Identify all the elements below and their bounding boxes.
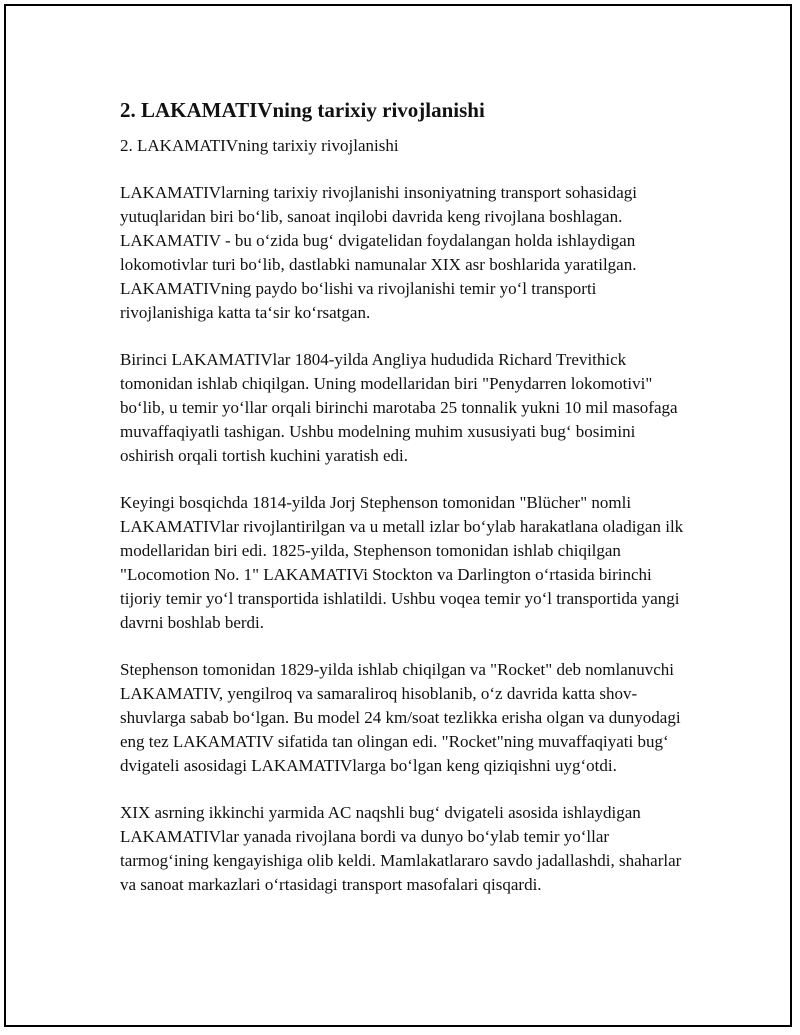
paragraph-rocket: Stephenson tomonidan 1829-yilda ishlab chiqilgan va "Rocket" deb nomlanuvchi LAKAMATIV, yengilroq va samaraliroq hisoblanib, o‘z davrida katta shov-shuvlarga sabab bo‘lgan. Bu model 24 km/soat tezlikka erisha olgan va dunyodagi eng tez LAKAMATIV sifatida tan olingan edi. "Rocket"ning muvaffaqiyati bug‘ dvigateli asosidagi LAKAMATIVlarga bo‘lgan keng qiziqishni uyg‘otdi. <box>120 660 681 775</box>
paragraph-nineteenth-century: XIX asrning ikkinchi yarmida AC naqshli bug‘ dvigateli asosida ishlaydigan LAKAMATIVlar yanada rivojlana bordi va dunyo bo‘ylab temir yo‘llar tarmog‘ining kengayishiga olib keldi. Mamlakatlararo savdo jadallashdi, shaharlar va sanoat markazlari o‘rtasidagi transport masofalari qisqardi. <box>120 803 682 894</box>
paragraph-blucher: Keyingi bosqichda 1814-yilda Jorj Stephenson tomonidan "Blücher" nomli LAKAMATIVlar rivojlantirilgan va u metall izlar bo‘ylab harakatlana oladigan ilk modellaridan biri edi. 1825-yilda, Stephenson tomonidan ishlab chiqilgan "Locomotion No. 1" LAKAMATIVi Stockton va Darlington o‘rtasida birinchi tijoriy temir yo‘l transportida ishlatildi. Ushbu voqea temir yo‘l transportida yangi davrni boshlab berdi. <box>120 493 684 632</box>
paragraph-trevithick: Birinci LAKAMATIVlar 1804-yilda Angliya hududida Richard Trevithick tomonidan ishlab chiqilgan. Uning modellaridan biri "Penydarren lokomotivi" bo‘lib, u temir yo‘llar orqali birinchi marotaba 25 tonnalik yukni 10 mil masofaga muvaffaqiyatli tashigan. Ushbu modelning muhim xususiyati bug‘ bosimini oshirish orqali tortish kuchini yaratish edi. <box>120 350 678 465</box>
document-page <box>4 4 792 1027</box>
section-subheading: 2. LAKAMATIVning tarixiy rivojlanishi <box>120 136 399 155</box>
paragraph-intro: LAKAMATIVlarning tarixiy rivojlanishi insoniyatning transport sohasidagi yutuqlaridan biri bo‘lib, sanoat inqilobi davrida keng rivojlana boshlagan. LAKAMATIV - bu o‘zida bug‘ dvigatelidan foydalangan holda ishlaydigan lokomotivlar turi bo‘lib, dastlabki namunalar XIX asr boshlarida yaratilgan. LAKAMATIVning paydo bo‘lishi va rivojlanishi temir yo‘l transporti rivojlanishiga katta ta‘sir ko‘rsatgan. <box>120 183 638 322</box>
document-body <box>120 96 692 897</box>
section-heading: 2. LAKAMATIVning tarixiy rivojlanishi <box>120 98 485 122</box>
